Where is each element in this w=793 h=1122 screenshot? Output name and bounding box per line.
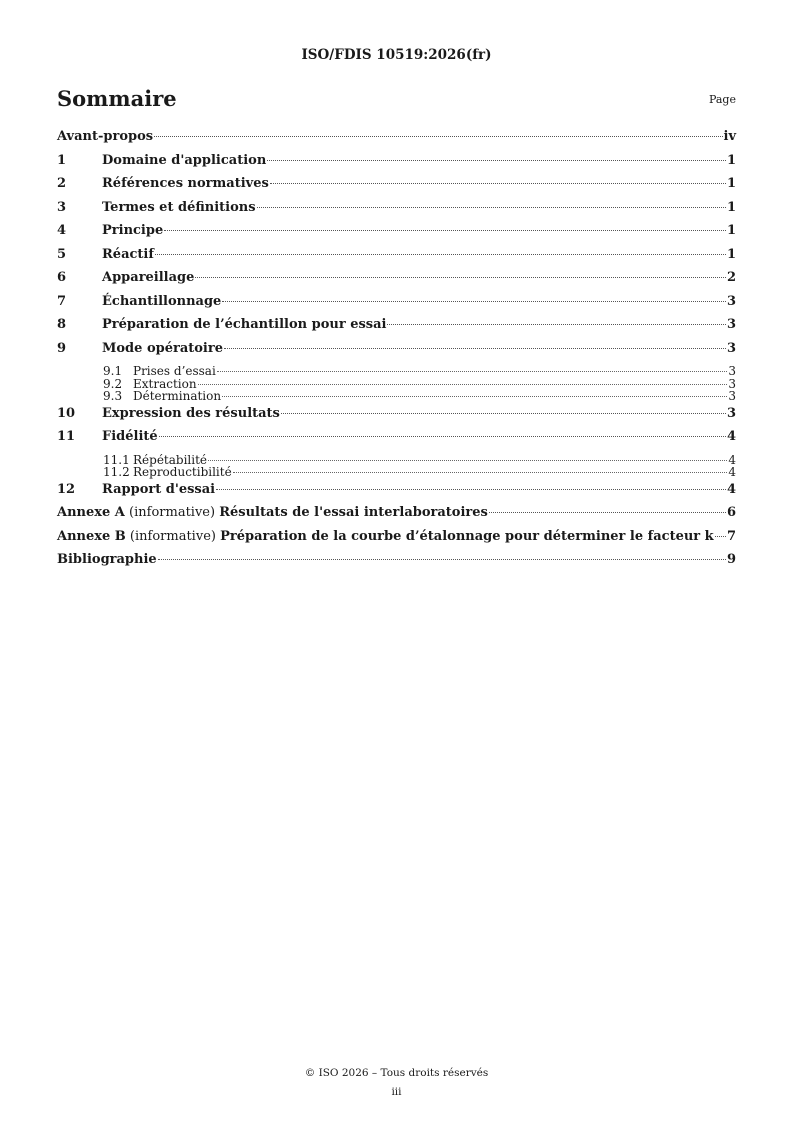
- annex-label: Annexe B: [57, 528, 126, 544]
- toc-entry[interactable]: [57, 505, 736, 529]
- toc-entry-number: 2: [57, 176, 67, 191]
- toc-entry-title: Mode opératoire: [102, 340, 223, 356]
- toc-entry-page: 1: [726, 152, 736, 168]
- dot-leader: [281, 413, 726, 414]
- dot-leader: [158, 559, 726, 560]
- toc-entry-number: 6: [57, 270, 67, 285]
- toc-entry[interactable]: [57, 200, 736, 224]
- toc-subentry[interactable]: [57, 465, 736, 478]
- dot-leader: [164, 230, 726, 231]
- dot-leader: [387, 324, 725, 325]
- toc-entry-number: 5: [57, 246, 67, 262]
- dot-leader: [489, 512, 726, 513]
- toc-entry-number: 9: [57, 340, 67, 356]
- toc-entry[interactable]: [57, 129, 736, 153]
- dot-leader: [159, 436, 726, 437]
- toc-entry-number: 10: [57, 405, 76, 421]
- toc-entry[interactable]: [57, 429, 736, 453]
- toc-entry-page: 6: [726, 505, 736, 520]
- toc-entry-page: 1: [726, 246, 736, 262]
- toc-entry-number: 8: [57, 317, 67, 332]
- dot-leader: [267, 160, 726, 161]
- toc-entry-title: Principe: [102, 223, 164, 238]
- page-number: iii: [391, 1086, 402, 1098]
- toc-subentry-number: 11.1: [103, 452, 130, 467]
- toc-subentry[interactable]: [57, 364, 736, 377]
- dot-leader: [222, 301, 726, 302]
- toc-entry[interactable]: [57, 153, 736, 177]
- toc-entry-page: 3: [726, 293, 736, 309]
- toc-subentry-page: 4: [728, 465, 736, 479]
- toc-entry-title: Expression des résultats: [102, 405, 280, 421]
- toc-subentry-title: Extraction: [133, 376, 197, 391]
- toc-subentry-page: 3: [728, 364, 736, 378]
- toc-entry-page: 4: [726, 429, 736, 444]
- table-of-contents: [57, 129, 736, 576]
- dot-leader: [270, 183, 726, 184]
- toc-subentry[interactable]: [57, 389, 736, 402]
- dot-leader: [233, 472, 728, 473]
- annex-title: Préparation de la courbe d’étalonnage pour déterminer le facteur k: [220, 528, 714, 544]
- toc-subentry-title: Prises d’essai: [133, 364, 216, 378]
- toc-entry[interactable]: [57, 341, 736, 365]
- toc-entry-page: 7: [726, 528, 736, 544]
- toc-entry-page: 3: [726, 405, 736, 421]
- toc-entry[interactable]: [57, 482, 736, 506]
- toc-entry-page: iv: [723, 129, 736, 144]
- toc-entry-number: 3: [57, 199, 67, 215]
- dot-leader: [257, 207, 726, 208]
- toc-entry[interactable]: [57, 223, 736, 247]
- toc-entry-title: Fidélité: [102, 429, 158, 444]
- dot-leader: [222, 396, 727, 397]
- toc-entry-title: Rapport d'essai: [102, 481, 216, 497]
- toc-subentry-page: 3: [728, 389, 736, 403]
- toc-entry-page: 1: [726, 223, 736, 238]
- toc-entry-page: 3: [726, 317, 736, 332]
- toc-subentry-number: 11.2: [103, 465, 130, 479]
- dot-leader: [198, 384, 728, 385]
- toc-subentry-title: Reproductibilité: [133, 465, 232, 479]
- toc-entry-number: 1: [57, 152, 67, 168]
- toc-entry-title: Préparation de l’échantillon pour essai: [102, 317, 387, 332]
- annex-type: (informative): [125, 528, 221, 544]
- toc-entry[interactable]: [57, 552, 736, 576]
- toc-entry-title: [57, 529, 714, 544]
- annex-title: Résultats de l'essai interlaboratoires: [219, 505, 488, 520]
- annex-type: (informative): [124, 505, 220, 520]
- toc-subentry[interactable]: [57, 453, 736, 466]
- toc-entry[interactable]: [57, 406, 736, 430]
- dot-leader: [224, 348, 726, 349]
- dot-leader: [155, 254, 726, 255]
- toc-entry-page: 9: [726, 552, 736, 567]
- toc-entry[interactable]: [57, 294, 736, 318]
- toc-entry-number: 4: [57, 223, 67, 238]
- toc-subentry-number: 9.1: [103, 364, 123, 378]
- toc-entry-title: Échantillonnage: [102, 293, 222, 309]
- toc-subentry-number: 9.2: [103, 376, 123, 391]
- toc-entry-title: Références normatives: [102, 176, 269, 191]
- dot-leader: [217, 371, 728, 372]
- toc-entry-title: Domaine d'application: [102, 152, 267, 168]
- dot-leader: [208, 460, 727, 461]
- toc-entry-page: 1: [726, 176, 736, 191]
- toc-entry-page: 4: [726, 481, 736, 497]
- dot-leader: [715, 536, 726, 537]
- toc-subentry-page: 4: [728, 452, 736, 467]
- annex-label: Annexe A: [57, 505, 125, 520]
- toc-entry-number: 12: [57, 481, 76, 497]
- toc-entry-number: 11: [57, 429, 76, 444]
- toc-entry-title: Bibliographie: [57, 552, 157, 567]
- toc-subentry-page: 3: [728, 376, 736, 391]
- toc-entry[interactable]: [57, 317, 736, 341]
- toc-entry[interactable]: [57, 529, 736, 553]
- toc-entry-title: Réactif: [102, 246, 154, 262]
- dot-leader: [154, 136, 722, 137]
- toc-entry-number: 7: [57, 293, 67, 309]
- toc-entry[interactable]: [57, 270, 736, 294]
- page-column-label: Page: [708, 93, 736, 106]
- document-id-header: ISO/FDIS 10519:2026(fr): [301, 47, 492, 63]
- toc-entry[interactable]: [57, 247, 736, 271]
- copyright-footer: © ISO 2026 – Tous droits réservés: [304, 1067, 489, 1079]
- toc-subentry[interactable]: [57, 377, 736, 390]
- toc-entry-title: Termes et définitions: [102, 199, 256, 215]
- toc-entry-title: Appareillage: [102, 270, 195, 285]
- toc-subentry-number: 9.3: [103, 389, 123, 403]
- toc-entry-title: [57, 505, 488, 520]
- toc-entry-page: 2: [726, 270, 736, 285]
- toc-subentry-title: Détermination: [133, 389, 222, 403]
- dot-leader: [216, 489, 726, 490]
- dot-leader: [195, 277, 726, 278]
- page-title: Sommaire: [57, 86, 177, 111]
- toc-entry[interactable]: [57, 176, 736, 200]
- toc-entry-page: 3: [726, 340, 736, 356]
- toc-entry-page: 1: [726, 199, 736, 215]
- toc-entry-title: Avant-propos: [57, 129, 154, 144]
- toc-subentry-title: Répétabilité: [133, 452, 208, 467]
